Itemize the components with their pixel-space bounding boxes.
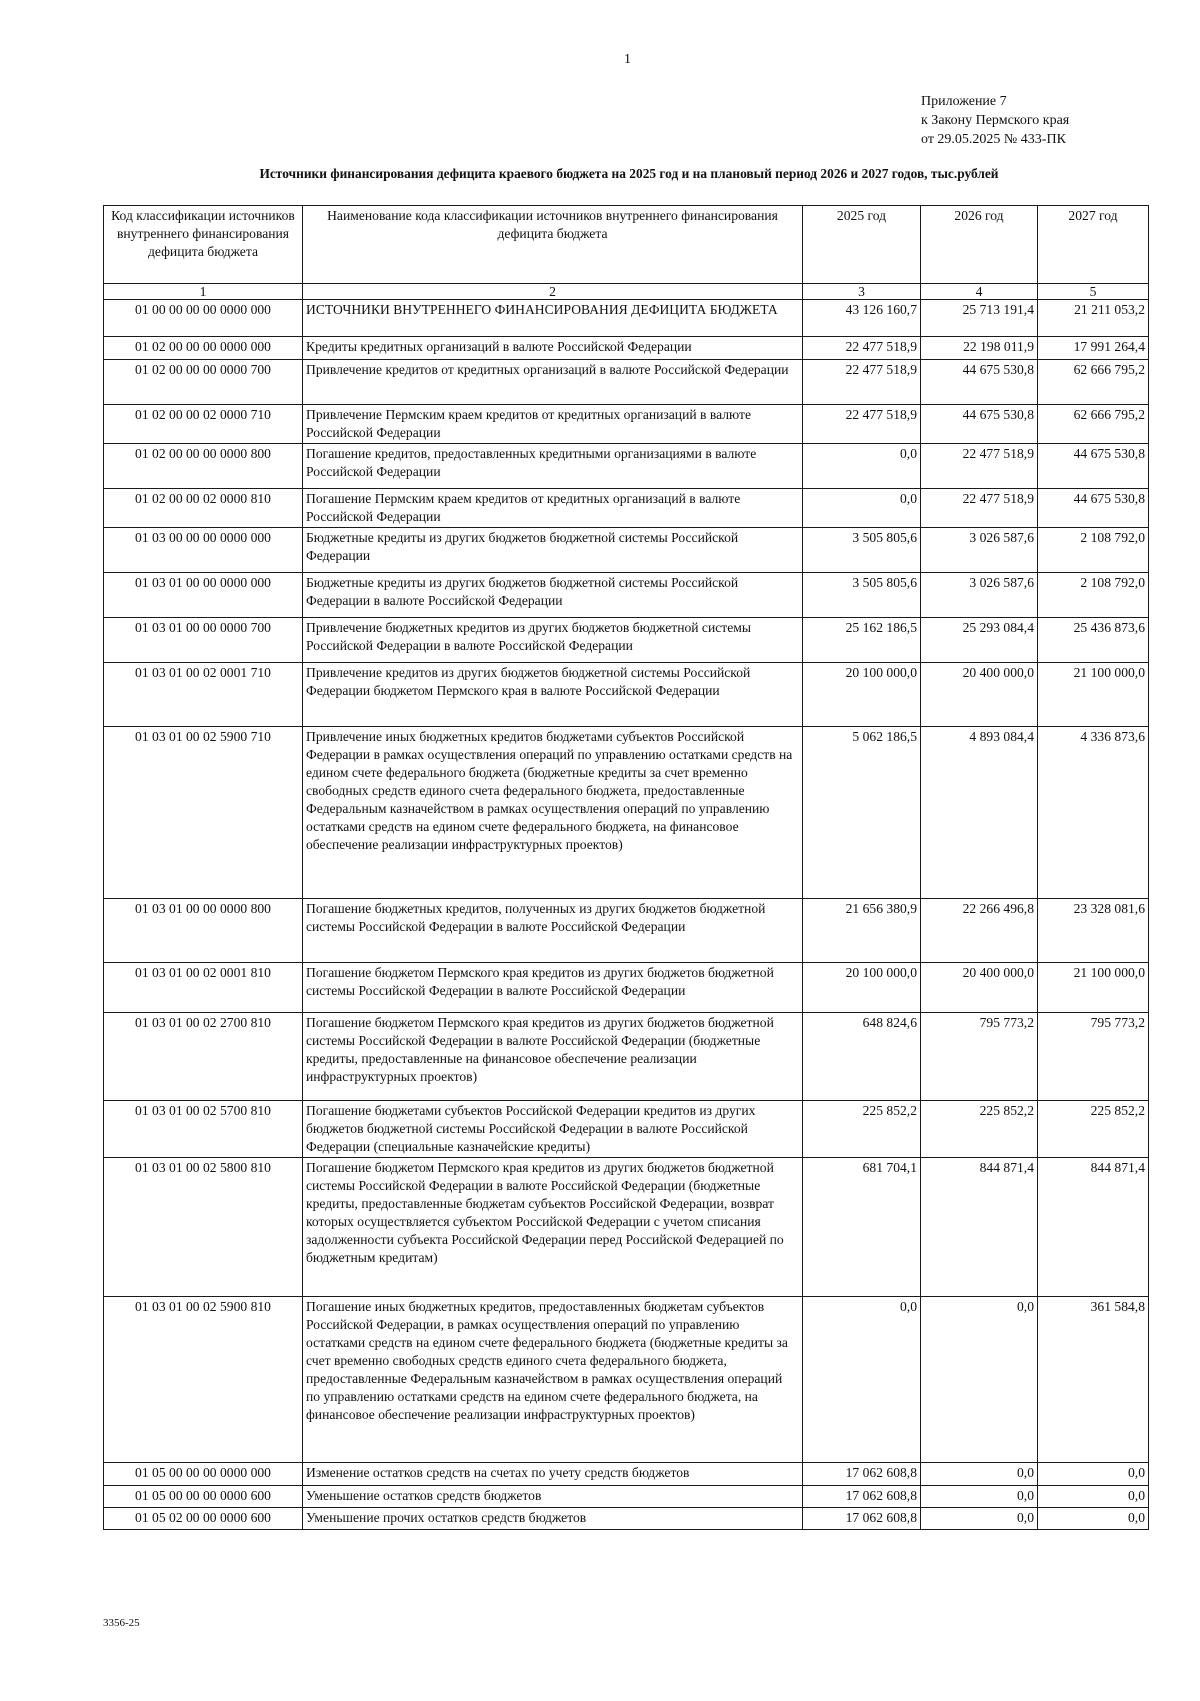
- row-amount-2026: 0,0: [921, 1486, 1038, 1508]
- row-name: Погашение бюджетами субъектов Российской Федерации кредитов из других бюджетов бюджетной системы Российской Федерации в валюте Российской Федерации (специальные казначейские кредиты): [303, 1101, 803, 1158]
- row-amount-2025: 0,0: [803, 444, 921, 489]
- row-amount-2025: 20 100 000,0: [803, 663, 921, 727]
- table-row: [104, 663, 1149, 727]
- row-name: Привлечение бюджетных кредитов из других бюджетов бюджетной системы Российской Федерации в валюте Российской Федерации: [303, 618, 803, 663]
- document-title: Источники финансирования дефицита краевого бюджета на 2025 год и на плановый период 2026 и 2027 годов, тыс.рублей: [259, 166, 999, 181]
- table-header-row: [104, 206, 1149, 284]
- row-amount-2027: 795 773,2: [1038, 1013, 1149, 1101]
- row-amount-2025: 225 852,2: [803, 1101, 921, 1158]
- row-amount-2026: 22 477 518,9: [921, 444, 1038, 489]
- row-code: 01 02 00 00 00 0000 000: [104, 337, 303, 360]
- row-name: Уменьшение остатков средств бюджетов: [303, 1486, 803, 1508]
- row-amount-2027: 44 675 530,8: [1038, 489, 1149, 528]
- table-row: [104, 618, 1149, 663]
- table-row: [104, 1297, 1149, 1463]
- row-amount-2026: 20 400 000,0: [921, 963, 1038, 1013]
- row-code: 01 03 01 00 00 0000 000: [104, 573, 303, 618]
- row-amount-2025: 648 824,6: [803, 1013, 921, 1101]
- table-row: [104, 337, 1149, 360]
- row-name: Кредиты кредитных организаций в валюте Российской Федерации: [303, 337, 803, 360]
- row-amount-2027: 21 100 000,0: [1038, 963, 1149, 1013]
- row-code: 01 03 01 00 02 5900 810: [104, 1297, 303, 1463]
- column-number: 3: [803, 284, 921, 300]
- table-row: [104, 573, 1149, 618]
- column-number: 5: [1038, 284, 1149, 300]
- row-code: 01 05 00 00 00 0000 000: [104, 1463, 303, 1486]
- row-name: Погашение кредитов, предоставленных кредитными организациями в валюте Российской Федерации: [303, 444, 803, 489]
- row-amount-2025: 5 062 186,5: [803, 727, 921, 899]
- row-amount-2026: 25 293 084,4: [921, 618, 1038, 663]
- row-amount-2026: 844 871,4: [921, 1158, 1038, 1297]
- column-number: 2: [303, 284, 803, 300]
- row-code: 01 05 00 00 00 0000 600: [104, 1486, 303, 1508]
- appendix-line-2: к Закону Пермского края: [921, 113, 1070, 128]
- table-row: [104, 963, 1149, 1013]
- row-amount-2027: 844 871,4: [1038, 1158, 1149, 1297]
- column-number: 4: [921, 284, 1038, 300]
- row-code: 01 03 01 00 02 5900 710: [104, 727, 303, 899]
- row-amount-2025: 17 062 608,8: [803, 1486, 921, 1508]
- row-amount-2026: 20 400 000,0: [921, 663, 1038, 727]
- appendix-line-1: Приложение 7: [921, 94, 1007, 109]
- appendix-block: [921, 92, 1069, 149]
- row-name: Уменьшение прочих остатков средств бюджетов: [303, 1508, 803, 1530]
- row-amount-2025: 20 100 000,0: [803, 963, 921, 1013]
- row-amount-2026: 0,0: [921, 1297, 1038, 1463]
- row-amount-2025: 0,0: [803, 489, 921, 528]
- row-name: Погашение бюджетом Пермского края кредитов из других бюджетов бюджетной системы Российской Федерации в валюте Российской Федерации (бюджетные кредиты, предоставленные бюджетам субъектов Российской Федерации, возврат которых осуществляется субъектом Российской Федерации с учетом списания задолженности субъекта Российской Федерации перед Российской Федерацией по бюджетным кредитам): [303, 1158, 803, 1297]
- row-amount-2027: 0,0: [1038, 1463, 1149, 1486]
- row-amount-2026: 3 026 587,6: [921, 573, 1038, 618]
- row-code: 01 03 01 00 02 2700 810: [104, 1013, 303, 1101]
- row-amount-2026: 22 477 518,9: [921, 489, 1038, 528]
- header-year-2025: 2025 год: [803, 206, 921, 284]
- row-amount-2027: 23 328 081,6: [1038, 899, 1149, 963]
- row-amount-2026: 44 675 530,8: [921, 360, 1038, 405]
- row-amount-2026: 22 266 496,8: [921, 899, 1038, 963]
- row-name: Привлечение Пермским краем кредитов от кредитных организаций в валюте Российской Федерации: [303, 405, 803, 444]
- page-number: 1: [624, 52, 631, 67]
- row-code: 01 02 00 00 02 0000 710: [104, 405, 303, 444]
- row-name: Погашение Пермским краем кредитов от кредитных организаций в валюте Российской Федерации: [303, 489, 803, 528]
- row-amount-2027: 0,0: [1038, 1508, 1149, 1530]
- row-name: Бюджетные кредиты из других бюджетов бюджетной системы Российской Федерации: [303, 528, 803, 573]
- column-number: 1: [104, 284, 303, 300]
- table-row: [104, 444, 1149, 489]
- row-amount-2025: 22 477 518,9: [803, 405, 921, 444]
- row-amount-2027: 62 666 795,2: [1038, 405, 1149, 444]
- row-amount-2025: 681 704,1: [803, 1158, 921, 1297]
- row-amount-2026: 22 198 011,9: [921, 337, 1038, 360]
- appendix-line-3: от 29.05.2025 № 433-ПК: [921, 132, 1066, 147]
- header-year-2027: 2027 год: [1038, 206, 1149, 284]
- row-name: Погашение бюджетом Пермского края кредитов из других бюджетов бюджетной системы Российской Федерации в валюте Российской Федерации (бюджетные кредиты, предоставленные на финансовое обеспечение реализации инфраструктурных проектов): [303, 1013, 803, 1101]
- row-name: Изменение остатков средств на счетах по учету средств бюджетов: [303, 1463, 803, 1486]
- row-name: Бюджетные кредиты из других бюджетов бюджетной системы Российской Федерации в валюте Российской Федерации: [303, 573, 803, 618]
- table-row: [104, 1486, 1149, 1508]
- table-row: [104, 1013, 1149, 1101]
- row-amount-2026: 4 893 084,4: [921, 727, 1038, 899]
- row-code: 01 03 01 00 00 0000 700: [104, 618, 303, 663]
- row-amount-2026: 0,0: [921, 1463, 1038, 1486]
- row-code: 01 03 01 00 02 0001 810: [104, 963, 303, 1013]
- row-amount-2027: 44 675 530,8: [1038, 444, 1149, 489]
- table-row: [104, 528, 1149, 573]
- row-amount-2025: 17 062 608,8: [803, 1508, 921, 1530]
- row-name: Привлечение кредитов от кредитных организаций в валюте Российской Федерации: [303, 360, 803, 405]
- header-year-2026: 2026 год: [921, 206, 1038, 284]
- row-amount-2027: 21 100 000,0: [1038, 663, 1149, 727]
- row-amount-2025: 3 505 805,6: [803, 573, 921, 618]
- row-amount-2026: 3 026 587,6: [921, 528, 1038, 573]
- row-code: 01 00 00 00 00 0000 000: [104, 300, 303, 337]
- header-name: Наименование кода классификации источников внутреннего финансирования дефицита бюджета: [303, 206, 803, 284]
- column-number-row: [104, 284, 1149, 300]
- row-amount-2027: 21 211 053,2: [1038, 300, 1149, 337]
- table-row: [104, 360, 1149, 405]
- row-name: Погашение бюджетом Пермского края кредитов из других бюджетов бюджетной системы Российской Федерации в валюте Российской Федерации: [303, 963, 803, 1013]
- row-name: Привлечение иных бюджетных кредитов бюджетами субъектов Российской Федерации в рамках осуществления операций по управлению остатками средств на едином счете федерального бюджета (бюджетные кредиты за счет временно свободных средств единого счета федерального бюджета, предоставленные Федеральным казначейством в рамках осуществления операций по управлению остатками средств на едином счете федерального бюджета, на финансовое обеспечение реализации инфраструктурных проектов): [303, 727, 803, 899]
- row-amount-2025: 43 126 160,7: [803, 300, 921, 337]
- table-row: [104, 489, 1149, 528]
- row-amount-2025: 17 062 608,8: [803, 1463, 921, 1486]
- table-row: [104, 1463, 1149, 1486]
- row-name: Погашение иных бюджетных кредитов, предоставленных бюджетам субъектов Российской Федерации, в рамках осуществления операций по управлению остатками средств на едином счете федерального бюджета (бюджетные кредиты за счет временно свободных средств единого счета федерального бюджета, предоставленные Федеральным казначейством в рамках осуществления операций по управлению остатками средств на едином счете федерального бюджета, на финансовое обеспечение реализации инфраструктурных проектов): [303, 1297, 803, 1463]
- row-amount-2026: 0,0: [921, 1508, 1038, 1530]
- row-amount-2027: 17 991 264,4: [1038, 337, 1149, 360]
- row-amount-2027: 62 666 795,2: [1038, 360, 1149, 405]
- row-amount-2027: 4 336 873,6: [1038, 727, 1149, 899]
- row-amount-2027: 2 108 792,0: [1038, 573, 1149, 618]
- table-row: [104, 727, 1149, 899]
- row-code: 01 05 02 00 00 0000 600: [104, 1508, 303, 1530]
- row-amount-2027: 225 852,2: [1038, 1101, 1149, 1158]
- financing-sources-table: [103, 205, 1149, 1530]
- row-amount-2025: 21 656 380,9: [803, 899, 921, 963]
- row-code: 01 03 01 00 02 0001 710: [104, 663, 303, 727]
- row-name: Привлечение кредитов из других бюджетов бюджетной системы Российской Федерации бюджетом Пермского края в валюте Российской Федерации: [303, 663, 803, 727]
- row-code: 01 02 00 00 00 0000 800: [104, 444, 303, 489]
- table-row: [104, 405, 1149, 444]
- table-row: [104, 1158, 1149, 1297]
- row-amount-2027: 2 108 792,0: [1038, 528, 1149, 573]
- table-row: [104, 1508, 1149, 1530]
- row-code: 01 03 00 00 00 0000 000: [104, 528, 303, 573]
- table-row: [104, 1101, 1149, 1158]
- header-code: Код классификации источников внутреннего финансирования дефицита бюджета: [104, 206, 303, 284]
- row-amount-2025: 22 477 518,9: [803, 337, 921, 360]
- row-code: 01 02 00 00 00 0000 700: [104, 360, 303, 405]
- row-code: 01 02 00 00 02 0000 810: [104, 489, 303, 528]
- row-amount-2025: 3 505 805,6: [803, 528, 921, 573]
- table-row: [104, 300, 1149, 337]
- row-name: ИСТОЧНИКИ ВНУТРЕННЕГО ФИНАНСИРОВАНИЯ ДЕФИЦИТА БЮДЖЕТА: [303, 300, 803, 337]
- row-amount-2025: 22 477 518,9: [803, 360, 921, 405]
- footer-document-code: 3356-25: [103, 1617, 140, 1629]
- table-row: [104, 899, 1149, 963]
- row-amount-2026: 225 852,2: [921, 1101, 1038, 1158]
- row-amount-2027: 361 584,8: [1038, 1297, 1149, 1463]
- row-amount-2026: 795 773,2: [921, 1013, 1038, 1101]
- row-code: 01 03 01 00 02 5800 810: [104, 1158, 303, 1297]
- row-amount-2027: 0,0: [1038, 1486, 1149, 1508]
- row-amount-2026: 44 675 530,8: [921, 405, 1038, 444]
- row-amount-2027: 25 436 873,6: [1038, 618, 1149, 663]
- row-name: Погашение бюджетных кредитов, полученных из других бюджетов бюджетной системы Российской Федерации в валюте Российской Федерации: [303, 899, 803, 963]
- row-code: 01 03 01 00 02 5700 810: [104, 1101, 303, 1158]
- row-amount-2026: 25 713 191,4: [921, 300, 1038, 337]
- row-code: 01 03 01 00 00 0000 800: [104, 899, 303, 963]
- row-amount-2025: 25 162 186,5: [803, 618, 921, 663]
- row-amount-2025: 0,0: [803, 1297, 921, 1463]
